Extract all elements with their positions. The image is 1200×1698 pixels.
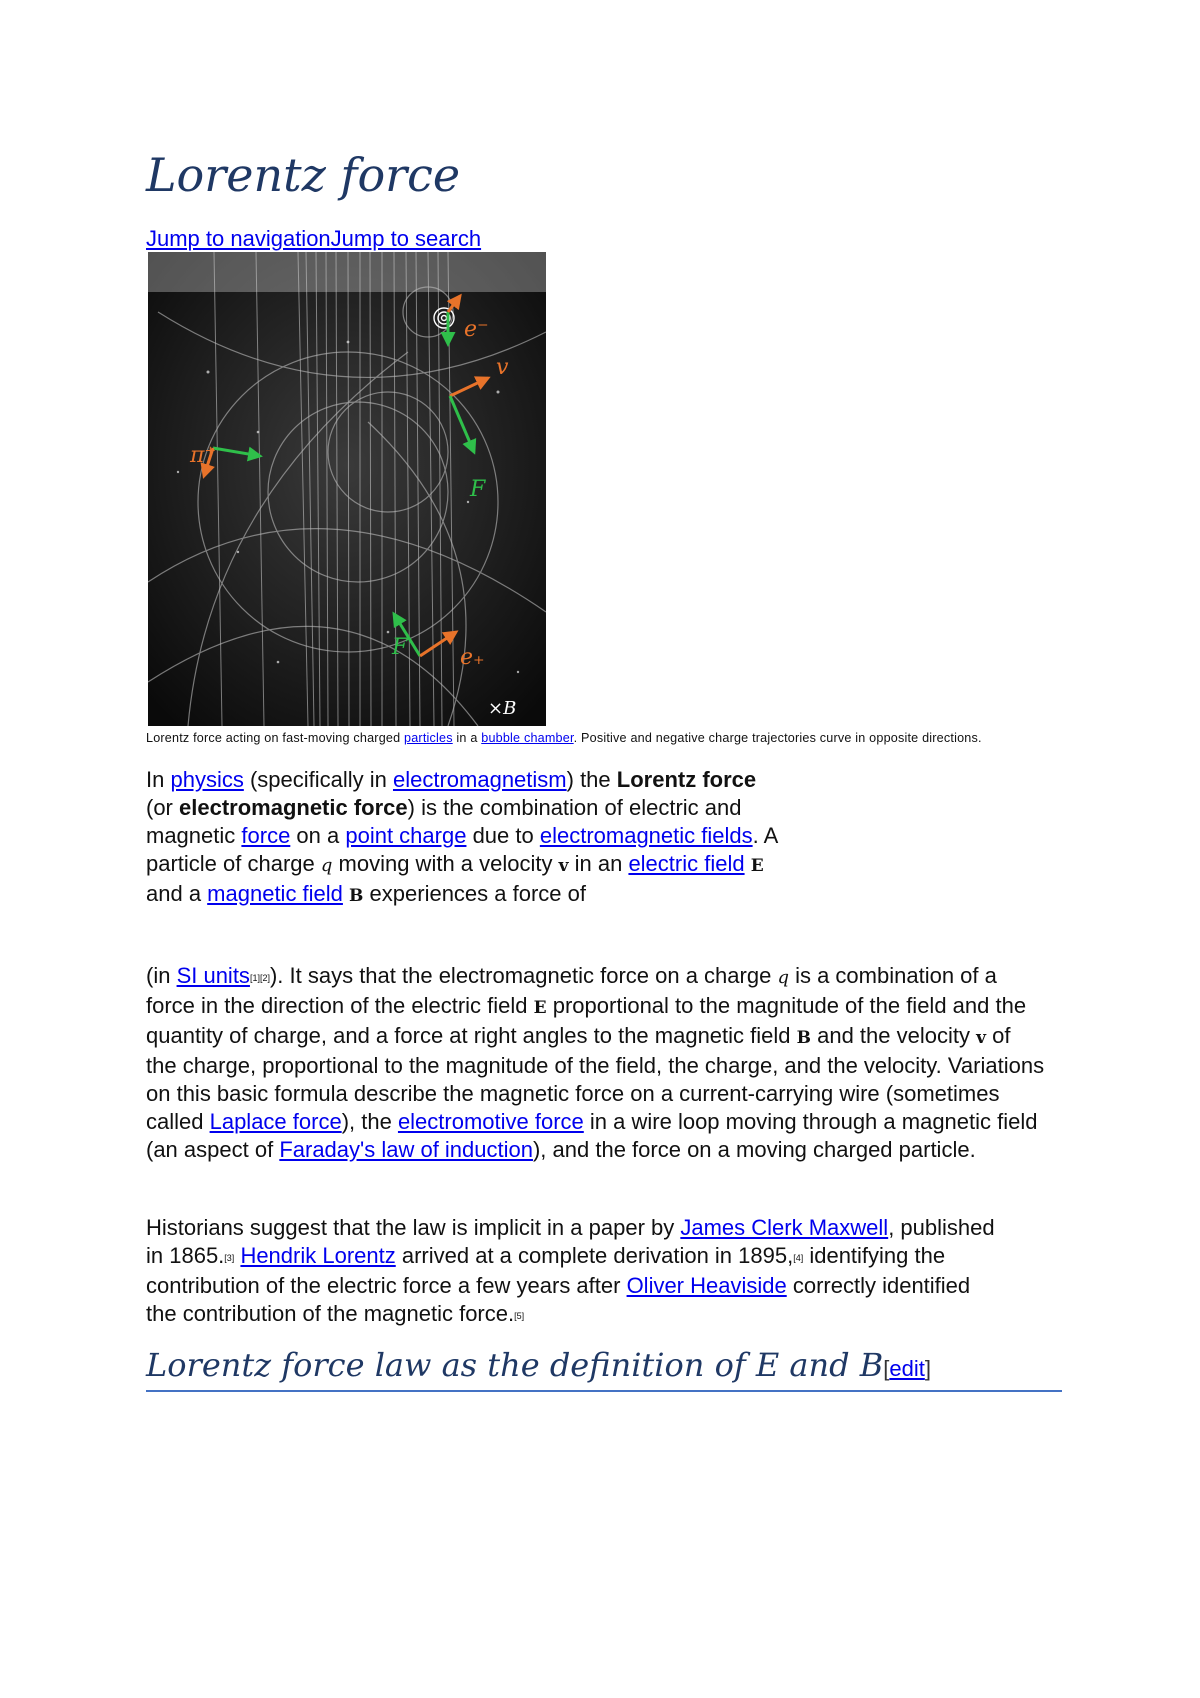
reference-superscript[interactable]: [4] [793, 1253, 804, 1263]
text: experiences a force of [363, 881, 586, 906]
text: , published in 1865. [146, 1215, 995, 1268]
caption-text: in a [452, 731, 482, 745]
text: (in [146, 963, 177, 988]
electromagnetism-link[interactable]: electromagnetism [392, 767, 567, 792]
laplace-force-link[interactable]: Laplace force [209, 1109, 342, 1134]
text: In [146, 767, 171, 792]
electromotive-force-link[interactable]: electromotive force [397, 1109, 584, 1134]
bubble-chamber-photo [148, 252, 546, 726]
image-caption [146, 730, 1066, 746]
bold-term: Lorentz force [616, 767, 757, 792]
symbol-b: B [349, 886, 364, 906]
body-paragraph-si-units [146, 962, 1046, 1164]
text: due to [466, 823, 540, 848]
reference-superscript[interactable]: [1][2] [249, 973, 270, 983]
label-pi-plus: π⁺ [190, 443, 217, 468]
section-heading [146, 1346, 1062, 1392]
symbol-e: E [533, 998, 547, 1018]
bracket: [ [883, 1356, 890, 1381]
text: ). It says that the electromagnetic force on a charge [269, 963, 778, 988]
label-e-minus: e⁻ [464, 317, 489, 342]
physics-link[interactable]: physics [170, 767, 244, 792]
particles-link[interactable]: particles [404, 731, 453, 745]
jump-links [146, 226, 481, 252]
text: and the velocity [811, 1023, 977, 1048]
bold-term: electromagnetic force [179, 795, 408, 820]
text: ) the [566, 767, 617, 792]
edit-link[interactable]: edit [889, 1356, 925, 1381]
si-units-link[interactable]: SI units [176, 963, 250, 988]
faradays-law-link[interactable]: Faraday's law of induction [279, 1137, 533, 1162]
text: arrived at a complete derivation in 1895, [395, 1243, 794, 1268]
history-paragraph [146, 1214, 1006, 1330]
text: identifying the contribution of the electric force a few years after [146, 1243, 946, 1298]
text: in an [568, 851, 629, 876]
text: ) is the combination of electric and magnetic [146, 795, 742, 848]
force-link[interactable]: force [241, 823, 291, 848]
label-b: ×B [488, 698, 517, 719]
section-heading-text: Lorentz force law as the definition of E and B [146, 1346, 884, 1384]
page-title: Lorentz force [146, 148, 461, 202]
text: proportional to the magnitude of the field and the quantity of charge, and a force at right angles to the magnetic field [146, 993, 1027, 1048]
symbol-e: E [750, 856, 764, 876]
symbol-q: q [320, 855, 333, 876]
text: is a combination of a force in the direction of the electric field [146, 963, 997, 1018]
reference-superscript[interactable]: [5] [514, 1311, 525, 1321]
magnetic-field-link[interactable]: magnetic field [207, 881, 343, 906]
jump-to-navigation-link[interactable]: Jump to navigation [146, 226, 331, 251]
point-charge-link[interactable]: point charge [345, 823, 467, 848]
edit-section [883, 1356, 931, 1381]
jump-to-search-link[interactable]: Jump to search [330, 226, 482, 251]
caption-text: Lorentz force acting on fast-moving charged [146, 731, 405, 745]
text: in a wire loop moving through a magnetic field (an aspect of [146, 1109, 1038, 1162]
label-e-plus: e₊ [460, 645, 485, 670]
symbol-q: q [777, 967, 789, 988]
bracket: ] [924, 1356, 931, 1381]
text: . A particle of charge [146, 823, 778, 876]
text: on a [290, 823, 346, 848]
symbol-v: v [976, 1028, 986, 1048]
text: Historians suggest that the law is implicit in a paper by [146, 1215, 681, 1240]
label-f-lower: F [392, 635, 408, 660]
hendrik-lorentz-link[interactable]: Hendrik Lorentz [240, 1243, 396, 1268]
text: and a [146, 881, 208, 906]
james-clerk-maxwell-link[interactable]: James Clerk Maxwell [680, 1215, 889, 1240]
symbol-b: B [796, 1028, 811, 1048]
text: (specifically in [243, 767, 393, 792]
electric-field-link[interactable]: electric field [628, 851, 745, 876]
text: ), the [341, 1109, 398, 1134]
label-v: v [496, 355, 509, 380]
intro-paragraph [146, 766, 786, 910]
bubble-chamber-image[interactable] [148, 252, 546, 726]
reference-superscript[interactable]: [3] [224, 1253, 235, 1263]
label-f-upper: F [470, 477, 486, 502]
text: of the charge, proportional to the magnitude of the field, the charge, and the velocity. Variations on this basic formula describe the magnetic force on a current-carrying wire (sometimes called [146, 1023, 1045, 1134]
electromagnetic-fields-link[interactable]: electromagnetic fields [539, 823, 753, 848]
symbol-v: v [558, 856, 569, 876]
text: moving with a velocity [332, 851, 559, 876]
text: ), and the force on a moving charged particle. [532, 1137, 976, 1162]
bubble-chamber-link[interactable]: bubble chamber [481, 731, 574, 745]
caption-text: . Positive and negative charge trajectories curve in opposite directions. [573, 731, 982, 745]
text: (or [146, 795, 179, 820]
text: correctly identified the contribution of the magnetic force. [146, 1273, 971, 1326]
oliver-heaviside-link[interactable]: Oliver Heaviside [626, 1273, 787, 1298]
